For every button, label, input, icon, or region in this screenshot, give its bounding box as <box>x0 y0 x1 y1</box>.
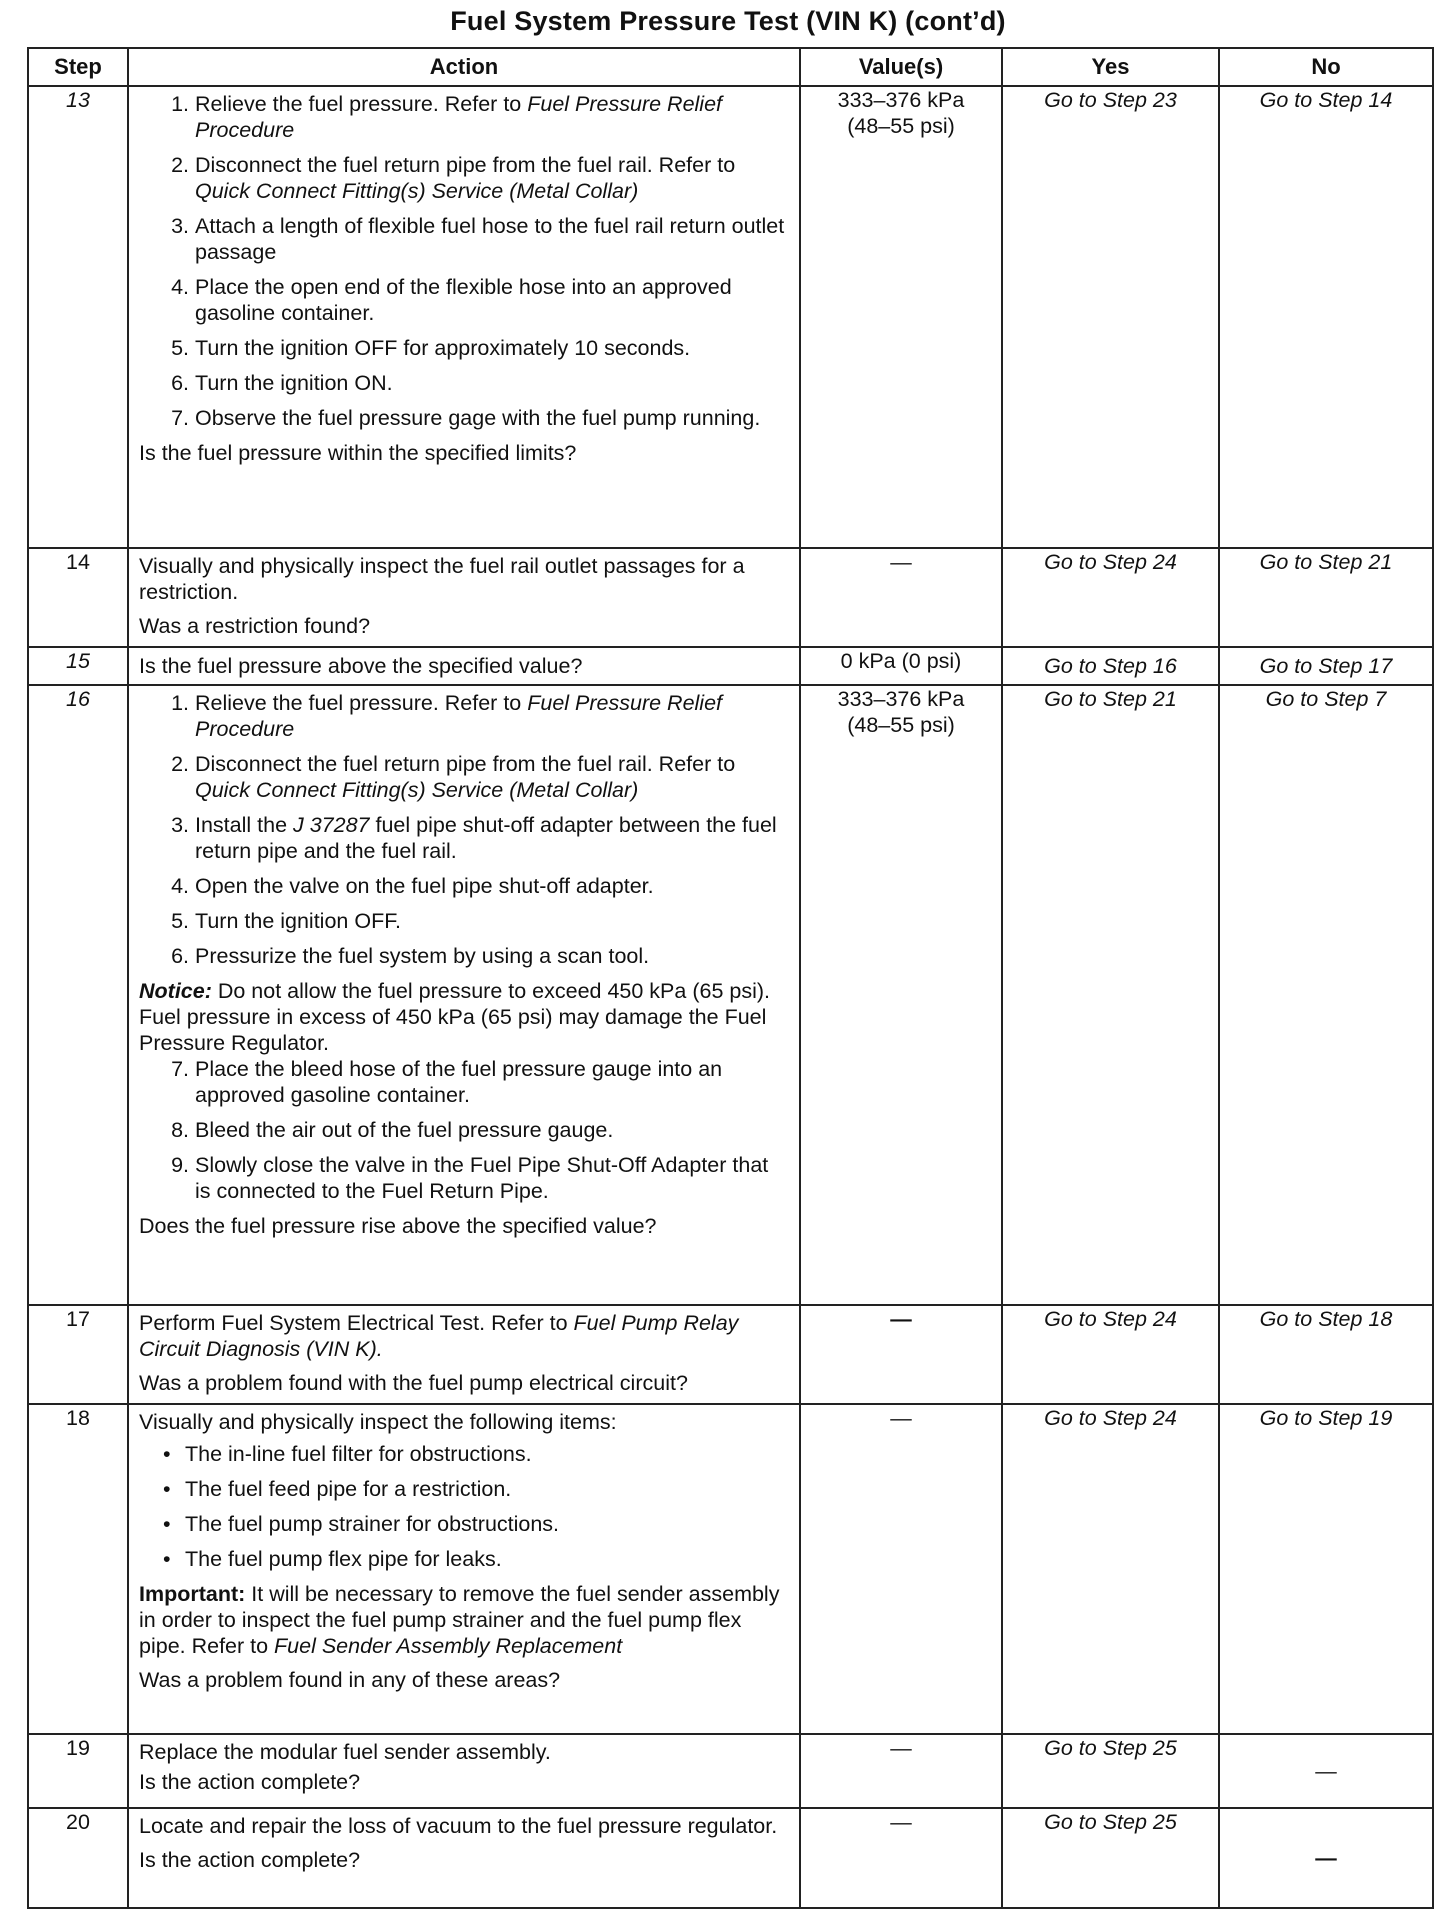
bullet-item: • The fuel pump strainer for obstructions. <box>139 1511 789 1537</box>
bullet-item: • The in-line fuel filter for obstructions. <box>139 1441 789 1467</box>
action-text: Visually and physically inspect the fuel rail outlet passages for a restriction. <box>139 554 745 604</box>
action-question: Is the fuel pressure above the specified value? <box>139 654 583 678</box>
yes-cell: Go to Step 16 <box>1002 647 1219 685</box>
value-cell: — <box>800 1808 1002 1908</box>
action-step: 8. Bleed the air out of the fuel pressure gauge. <box>171 1118 614 1142</box>
action-step: 6. Turn the ignition ON. <box>171 371 393 395</box>
step-number: 15 <box>28 647 128 685</box>
action-cell <box>128 1808 800 1908</box>
no-cell: Go to Step 14 <box>1219 86 1433 548</box>
action-step: 1. Relieve the fuel pressure. Refer to Fuel Pressure Relief Procedure <box>171 691 723 741</box>
action-text: Visually and physically inspect the following items: <box>139 1410 617 1434</box>
action-cell <box>128 1404 800 1734</box>
procedure-table <box>27 47 1434 1909</box>
step-number: 17 <box>28 1305 128 1404</box>
action-question: Is the action complete? <box>139 1770 361 1794</box>
yes-cell: Go to Step 23 <box>1002 86 1219 548</box>
no-cell: Go to Step 7 <box>1219 685 1433 1305</box>
action-step: 1. Relieve the fuel pressure. Refer to Fuel Pressure Relief Procedure <box>171 92 723 142</box>
action-step: 4. Place the open end of the flexible hose into an approved gasoline container. <box>171 275 732 325</box>
yes-cell: Go to Step 21 <box>1002 685 1219 1305</box>
action-step: 5. Turn the ignition OFF. <box>171 909 401 933</box>
action-cell <box>128 548 800 647</box>
important-paragraph: Important: It will be necessary to remove the fuel sender assembly in order to inspect the fuel pump strainer and the fuel pump flex pipe. Refer to Fuel Sender Assembly Replacement <box>139 1582 780 1658</box>
notice-paragraph: Notice: Do not allow the fuel pressure to exceed 450 kPa (65 psi). Fuel pressure in excess of 450 kPa (65 psi) may damage the Fuel Pressure Regulator. <box>139 979 770 1055</box>
header-yes: Yes <box>1002 48 1219 86</box>
action-question: Is the fuel pressure within the specified limits? <box>139 441 577 465</box>
header-step: Step <box>28 48 128 86</box>
value-cell: 0 kPa (0 psi) <box>800 647 1002 685</box>
action-cell <box>128 86 800 548</box>
no-cell: — <box>1219 1808 1433 1908</box>
step-number: 16 <box>28 685 128 1305</box>
action-cell <box>128 1734 800 1808</box>
value-cell: — <box>800 1734 1002 1808</box>
important-label: Important: <box>139 1582 246 1606</box>
step-number: 20 <box>28 1808 128 1908</box>
header-row <box>28 48 1433 86</box>
table-row <box>28 1404 1433 1734</box>
action-step: 2. Disconnect the fuel return pipe from the fuel rail. Refer to Quick Connect Fitting(s) Service (Metal Collar) <box>171 752 736 802</box>
value-cell <box>800 86 1002 548</box>
header-values: Value(s) <box>800 48 1002 86</box>
table-row <box>28 1808 1433 1908</box>
bullet-item: • The fuel feed pipe for a restriction. <box>139 1476 789 1502</box>
no-cell: Go to Step 18 <box>1219 1305 1433 1404</box>
notice-label: Notice: <box>139 979 212 1003</box>
value-cell: — <box>800 1305 1002 1404</box>
no-cell: Go to Step 17 <box>1219 647 1433 685</box>
table-row <box>28 548 1433 647</box>
yes-cell: Go to Step 25 <box>1002 1734 1219 1808</box>
yes-cell: Go to Step 24 <box>1002 1404 1219 1734</box>
yes-cell: Go to Step 25 <box>1002 1808 1219 1908</box>
action-question: Does the fuel pressure rise above the specified value? <box>139 1214 657 1238</box>
action-step: 3. Install the J 37287 fuel pipe shut-off adapter between the fuel return pipe and the fuel rail. <box>171 813 777 863</box>
action-step: 7. Observe the fuel pressure gage with the fuel pump running. <box>171 406 761 430</box>
step-number: 13 <box>28 86 128 548</box>
no-cell: — <box>1219 1734 1433 1808</box>
value-cell: — <box>800 548 1002 647</box>
step-number: 14 <box>28 548 128 647</box>
table-row <box>28 86 1433 548</box>
action-cell <box>128 685 800 1305</box>
action-step: 7. Place the bleed hose of the fuel pressure gauge into an approved gasoline container. <box>171 1057 723 1107</box>
header-action: Action <box>128 48 800 86</box>
value-psi: (48–55 psi) <box>847 114 955 138</box>
action-question: Was a problem found in any of these areas? <box>139 1668 561 1692</box>
action-text: Replace the modular fuel sender assembly. <box>139 1740 551 1764</box>
value-kpa: 333–376 kPa <box>837 687 965 711</box>
page-title: Fuel System Pressure Test (VIN K) (cont’d) <box>450 6 1006 36</box>
table-row <box>28 647 1433 685</box>
table-row <box>28 1305 1433 1404</box>
action-step: 3. Attach a length of flexible fuel hose to the fuel rail return outlet passage <box>171 214 785 264</box>
header-no: No <box>1219 48 1433 86</box>
no-cell: Go to Step 21 <box>1219 548 1433 647</box>
action-question: Was a problem found with the fuel pump electrical circuit? <box>139 1371 688 1395</box>
value-kpa: 333–376 kPa <box>837 88 965 112</box>
action-step: 5. Turn the ignition OFF for approximately 10 seconds. <box>171 336 691 360</box>
yes-cell: Go to Step 24 <box>1002 548 1219 647</box>
step-number: 19 <box>28 1734 128 1808</box>
action-question: Is the action complete? <box>139 1848 361 1872</box>
action-step: 4. Open the valve on the fuel pipe shut-off adapter. <box>171 874 654 898</box>
action-step: 6. Pressurize the fuel system by using a scan tool. <box>171 944 650 968</box>
table-row <box>28 685 1433 1305</box>
action-cell <box>128 647 800 685</box>
action-question: Was a restriction found? <box>139 614 371 638</box>
table-row <box>28 1734 1433 1808</box>
bullet-item: • The fuel pump flex pipe for leaks. <box>139 1546 789 1572</box>
yes-cell: Go to Step 24 <box>1002 1305 1219 1404</box>
action-text: Locate and repair the loss of vacuum to the fuel pressure regulator. <box>139 1814 778 1838</box>
value-cell: — <box>800 1404 1002 1734</box>
action-cell <box>128 1305 800 1404</box>
action-step: 9. Slowly close the valve in the Fuel Pipe Shut-Off Adapter that is connected to the Fuel Return Pipe. <box>171 1153 769 1203</box>
step-number: 18 <box>28 1404 128 1734</box>
no-cell: Go to Step 19 <box>1219 1404 1433 1734</box>
action-step: 2. Disconnect the fuel return pipe from the fuel rail. Refer to Quick Connect Fitting(s) Service (Metal Collar) <box>171 153 736 203</box>
action-text: Perform Fuel System Electrical Test. Refer to Fuel Pump Relay Circuit Diagnosis (VIN K). <box>139 1311 739 1361</box>
value-cell <box>800 685 1002 1305</box>
value-psi: (48–55 psi) <box>847 713 955 737</box>
